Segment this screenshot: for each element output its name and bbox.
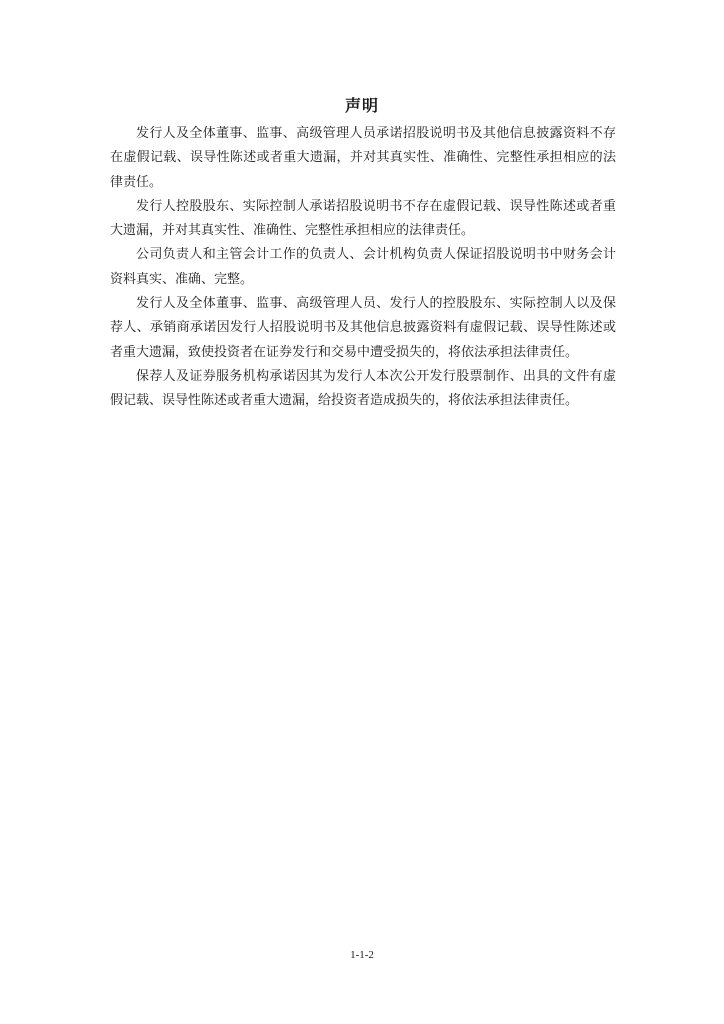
- paragraph-controlling-shareholder: 发行人控股股东、实际控制人承诺招股说明书不存在虚假记载、误导性陈述或者重大遗漏，并对其真实性、准确性、完整性承担相应的法律责任。: [110, 198, 616, 239]
- paragraph-sponsor-liability: 保荐人及证券服务机构承诺因其为发行人本次公开发行股票制作、出具的文件有虚假记载、误导性陈述或者重大遗漏，给投资者造成损失的，将依法承担法律责任。: [110, 368, 616, 409]
- page-title: 声明: [344, 96, 379, 115]
- declaration-body: [110, 122, 616, 414]
- paragraph-issuer-directors: 发行人及全体董事、监事、高级管理人员承诺招股说明书及其他信息披露资料不存在虚假记载、误导性陈述或者重大遗漏，并对其真实性、准确性、完整性承担相应的法律责任。: [110, 126, 616, 190]
- paragraph-accounting-head: 公司负责人和主管会计工作的负责人、会计机构负责人保证招股说明书中财务会计资料真实、准确、完整。: [110, 247, 616, 287]
- paragraph-joint-liability: 发行人及全体董事、监事、高级管理人员、发行人的控股股东、实际控制人以及保荐人、承销商承诺因发行人招股说明书及其他信息披露资料有虚假记载、误导性陈述或者重大遗漏，致使投资者在证券发行和交易中遭受损失的，将依法承担法律责任。: [110, 296, 616, 360]
- page-number: 1-1-2: [350, 949, 374, 961]
